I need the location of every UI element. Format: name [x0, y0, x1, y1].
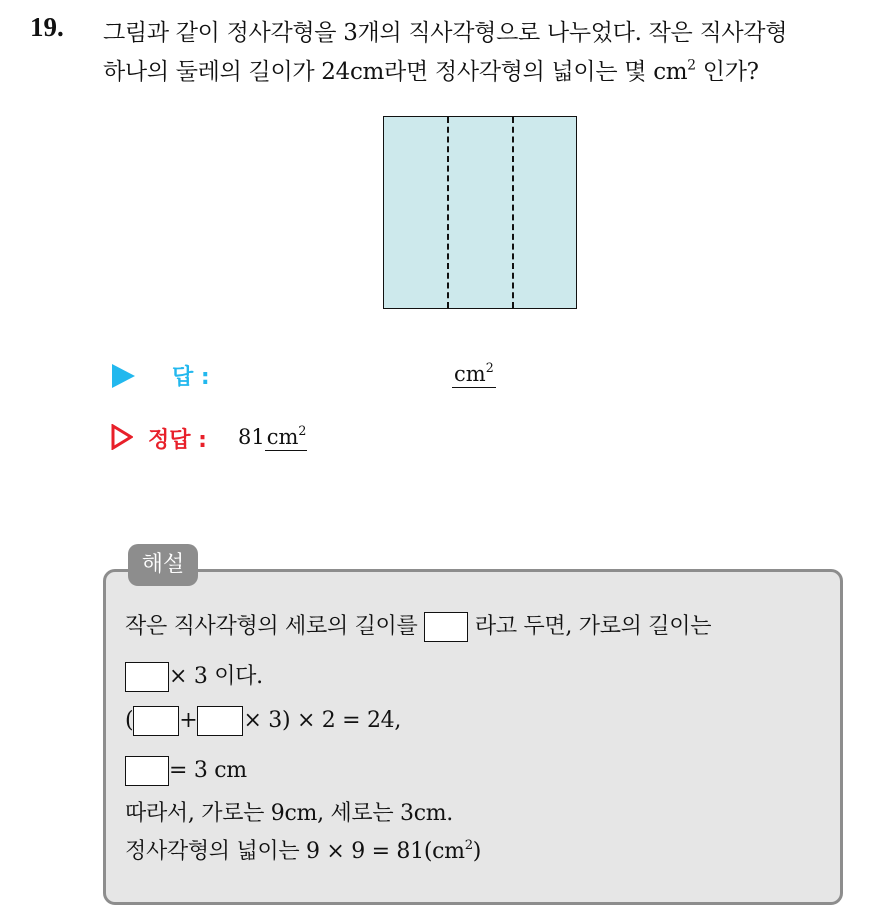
square-figure: [383, 116, 577, 309]
blank-box: [424, 612, 468, 642]
open-paren: (: [125, 708, 134, 733]
question-line-2-text: 하나의 둘레의 길이가 24cm라면 정사각형의 넓이는 몇 cm: [103, 59, 688, 85]
blank-box: [125, 756, 169, 786]
divider-line-2: [512, 117, 514, 308]
solution-unit-superscript: 2: [464, 837, 473, 853]
correct-answer-unit-wrap: [265, 425, 308, 451]
question-line-2: [103, 53, 759, 86]
answer-unit-blank[interactable]: [452, 362, 496, 388]
solution-line-4-text: = 3 cm: [169, 758, 247, 783]
correct-answer-unit-superscript: 2: [298, 423, 307, 439]
answer-unit-superscript: 2: [485, 360, 494, 376]
correct-answer-number: 81: [238, 425, 265, 449]
correct-answer-unit: cm: [266, 425, 299, 449]
play-triangle-icon: [112, 364, 135, 388]
solution-line-3: [125, 706, 401, 736]
solution-line-1-a: 작은 직사각형의 세로의 길이를: [125, 614, 418, 639]
divider-line-1: [447, 117, 449, 308]
question-line-2-end: 인가?: [695, 59, 759, 85]
solution-tab: 해설: [128, 544, 198, 586]
solution-line-6: [125, 834, 481, 865]
plus-sign: +: [179, 708, 198, 733]
correct-answer-label: 정답 :: [148, 428, 207, 453]
question-unit-superscript: 2: [687, 57, 696, 74]
solution-line-6-end: ): [472, 839, 482, 864]
blank-box: [133, 706, 179, 736]
solution-line-4: [125, 756, 247, 786]
solution-line-1: [125, 609, 711, 642]
solution-line-2-text: × 3 이다.: [169, 664, 263, 689]
question-number: 19.: [30, 12, 64, 42]
solution-line-1-b: 라고 두면, 가로의 길이는: [474, 614, 712, 639]
question-line-1: 그림과 같이 정사각형을 3개의 직사각형으로 나누었다. 작은 직사각형: [103, 20, 788, 46]
correct-answer-value: [238, 425, 307, 449]
outline-triangle-icon: [111, 424, 133, 450]
answer-unit: cm: [454, 362, 486, 386]
answer-label: 답 :: [172, 365, 210, 390]
blank-box: [125, 662, 169, 692]
solution-line-5: 따라서, 가로는 9cm, 세로는 3cm.: [125, 801, 453, 826]
solution-line-3-text: × 3) × 2 = 24,: [243, 708, 402, 733]
solution-line-6-text: 정사각형의 넓이는 9 × 9 = 81(cm: [125, 839, 465, 864]
blank-box: [197, 706, 243, 736]
solution-line-2: [125, 659, 263, 692]
